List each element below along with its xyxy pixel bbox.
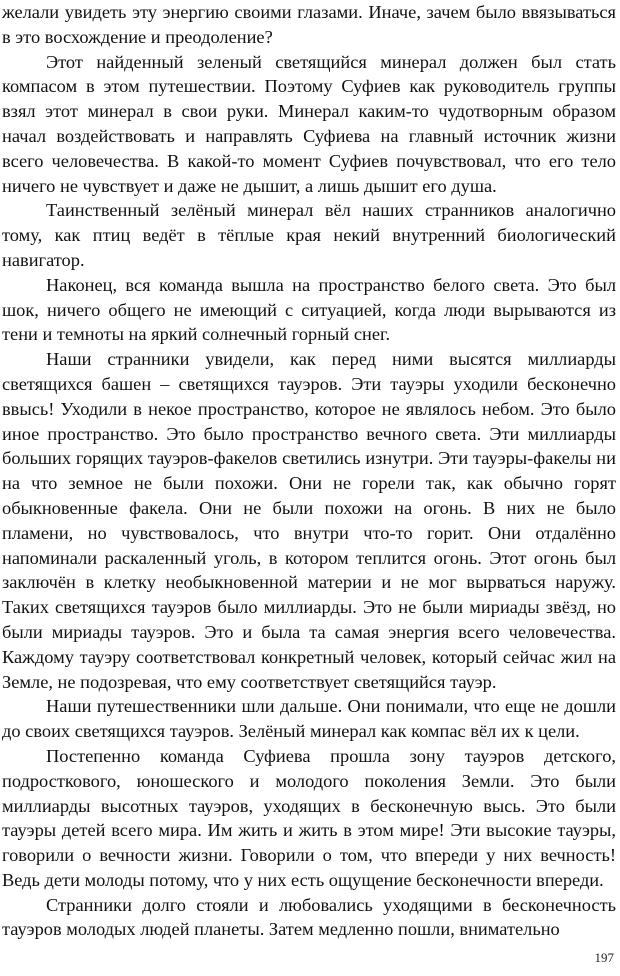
- paragraph: Наконец, вся команда вышла на пространство белого света. Это был шок, ничего общего не имеющий с ситуацией, когда люди вырываются из тени и темноты на яркий солнечный горный снег.: [2, 274, 616, 345]
- page-number: 197: [594, 950, 614, 965]
- paragraph: желали увидеть эту энергию своими глазами. Иначе, зачем было ввязываться в это восхождение и преодоление?: [2, 2, 616, 47]
- paragraph: Странники долго стояли и любовались уходящими в бесконечность тауэров молодых людей планеты. Затем медленно пошли, внимательно: [2, 894, 616, 940]
- paragraph: Этот найденный зеленый светящийся минерал должен был стать компасом в этом путешествии. Поэтому Суфиев как руководитель группы взял этот минерал в свои руки. Минерал каким-то чудотворным образом начал воздействовать и направлять Суфиева на главный источник жизни всего человечества. В какой-то момент Суфиев почувствовал, что его тело ничего не чувствует и даже не дышит, а лишь дышит его душа.: [2, 51, 616, 196]
- body-text: [2, 0, 616, 942]
- paragraph: Наши странники увидели, как перед ними высятся миллиарды светящихся башен – светящихся тауэров. Эти тауэры уходили бесконечно ввысь! Уходили в некое пространство, которое не являлось небом. Это было иное пространство. Это было пространство вечного света. Эти миллиарды больших горящих тауэров-факелов светились изнутри. Эти тауэры-факелы ни на что земное не были похожи. Они не горели так, как обычно горят обыкновенные факела. Они не были похожи на огонь. В них не было пламени, но чувствовалось, что внутри что-то горит. Они отдалённо напоминали раскаленный уголь, в котором теплится огонь. Этот огонь был заключён в клетку необыкновенной материи и не мог вырваться наружу. Таких светящихся тауэров было миллиарды. Это не были мириады звёзд, но были мириады тауэров. Это и была та самая энергия всего человечества. Каждому тауэру соответствовал конкретный человек, который сейчас жил на Земле, не подозревая, что ему соответствует светящийся тауэр.: [2, 349, 616, 692]
- paragraph: Постепенно команда Суфиева прошла зону тауэров детского, подросткового, юношеского и молодого поколения Земли. Это были миллиарды высотных тауэров, уходящих в бесконечную высь. Это были тауэры детей всего мира. Им жить и жить в этом мире! Эти высокие тауэры, говорили о вечности жизни. Говорили о том, что впереди у них вечность! Ведь дети молоды потому, что у них есть ощущение бесконечности впереди.: [2, 745, 616, 890]
- paragraph: Таинственный зелёный минерал вёл наших странников аналогично тому, как птиц ведёт в тёплые края некий внутренний биологический навигатор.: [2, 200, 616, 270]
- paragraph: Наши путешественники шли дальше. Они понимали, что еще не дошли до своих светящихся тауэров. Зелёный минерал как компас вёл их к цели.: [2, 696, 616, 742]
